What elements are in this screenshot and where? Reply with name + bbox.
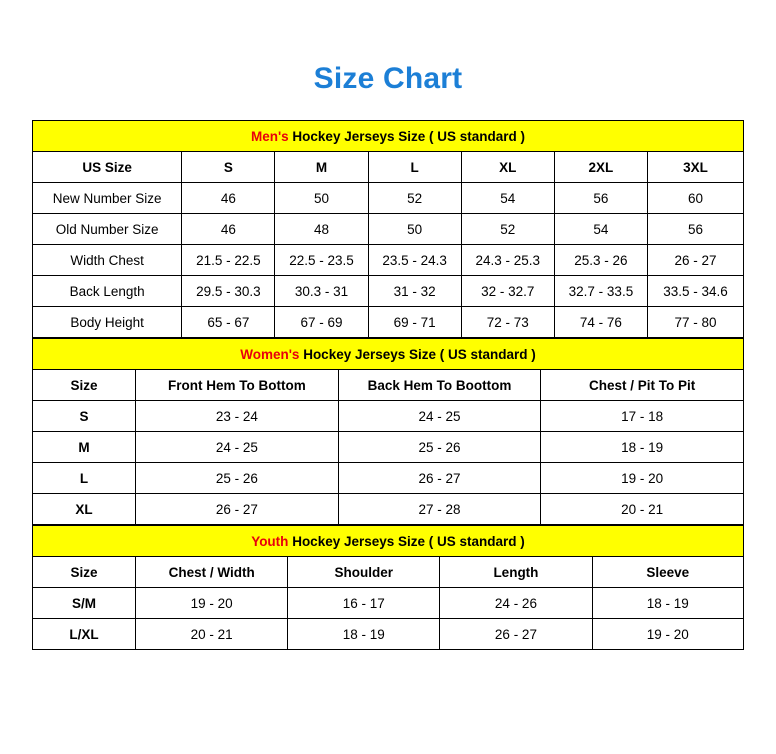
mens-row-3-cell-6: 33.5 - 34.6: [648, 276, 744, 307]
youth-row-0-cell-4: 18 - 19: [592, 588, 743, 619]
mens-row-0-cell-5: 56: [554, 183, 647, 214]
mens-row-3-cell-4: 32 - 32.7: [461, 276, 554, 307]
mens-header-cell-5: 2XL: [554, 152, 647, 183]
mens-row-1-label: Old Number Size: [33, 214, 182, 245]
table-row: [33, 401, 744, 432]
table-row: [33, 183, 744, 214]
mens-row-1-cell-5: 54: [554, 214, 647, 245]
mens-row-3-cell-5: 32.7 - 33.5: [554, 276, 647, 307]
youth-header-cell-0: Size: [33, 557, 136, 588]
youth-row-1-cell-2: 18 - 19: [288, 619, 440, 650]
mens-banner: [33, 121, 744, 152]
table-banner-row: [33, 339, 744, 370]
mens-header-cell-6: 3XL: [648, 152, 744, 183]
mens-row-0-cell-2: 50: [275, 183, 368, 214]
mens-row-2-cell-1: 21.5 - 22.5: [182, 245, 275, 276]
youth-banner-rest: Hockey Jerseys Size ( US standard ): [288, 533, 525, 549]
mens-header-cell-2: M: [275, 152, 368, 183]
womens-row-2-label: L: [33, 463, 136, 494]
youth-row-1-cell-3: 26 - 27: [440, 619, 592, 650]
womens-banner-accent: Women's: [240, 346, 300, 362]
mens-row-1-cell-1: 46: [182, 214, 275, 245]
mens-row-4-label: Body Height: [33, 307, 182, 338]
mens-header-cell-0: US Size: [33, 152, 182, 183]
page-title: Size Chart: [313, 62, 463, 95]
womens-row-0-cell-1: 23 - 24: [136, 401, 339, 432]
womens-banner-rest: Hockey Jerseys Size ( US standard ): [299, 346, 536, 362]
womens-row-2-cell-3: 19 - 20: [541, 463, 744, 494]
youth-row-1-cell-1: 20 - 21: [136, 619, 288, 650]
mens-row-3-label: Back Length: [33, 276, 182, 307]
mens-row-0-cell-4: 54: [461, 183, 554, 214]
mens-row-4-cell-3: 69 - 71: [368, 307, 461, 338]
womens-header-cell-3: Chest / Pit To Pit: [541, 370, 744, 401]
mens-row-0-cell-6: 60: [648, 183, 744, 214]
table-header-row: [33, 370, 744, 401]
table-row: [33, 432, 744, 463]
womens-header-cell-0: Size: [33, 370, 136, 401]
mens-row-3-cell-1: 29.5 - 30.3: [182, 276, 275, 307]
youth-banner: [33, 526, 744, 557]
size-chart-container: [32, 120, 744, 650]
mens-header-cell-4: XL: [461, 152, 554, 183]
mens-row-2-cell-5: 25.3 - 26: [554, 245, 647, 276]
youth-row-0-cell-3: 24 - 26: [440, 588, 592, 619]
womens-row-1-cell-3: 18 - 19: [541, 432, 744, 463]
mens-row-1-cell-6: 56: [648, 214, 744, 245]
table-row: [33, 619, 744, 650]
table-row: [33, 463, 744, 494]
womens-header-cell-1: Front Hem To Bottom: [136, 370, 339, 401]
mens-row-1-cell-3: 50: [368, 214, 461, 245]
mens-row-3-cell-2: 30.3 - 31: [275, 276, 368, 307]
youth-row-0-cell-2: 16 - 17: [288, 588, 440, 619]
mens-banner-accent: Men's: [250, 128, 289, 144]
table-banner-row: [33, 121, 744, 152]
table-row: [33, 245, 744, 276]
mens-header-cell-3: L: [368, 152, 461, 183]
table-row: [33, 214, 744, 245]
youth-row-1-cell-4: 19 - 20: [592, 619, 743, 650]
mens-row-4-cell-1: 65 - 67: [182, 307, 275, 338]
mens-row-1-cell-4: 52: [461, 214, 554, 245]
womens-row-3-label: XL: [33, 494, 136, 525]
mens-row-0-label: New Number Size: [33, 183, 182, 214]
mens-row-2-cell-4: 24.3 - 25.3: [461, 245, 554, 276]
youth-header-cell-1: Chest / Width: [136, 557, 288, 588]
mens-size-table: [32, 120, 744, 338]
youth-row-0-cell-1: 19 - 20: [136, 588, 288, 619]
size-chart-page: [0, 62, 776, 754]
table-row: [33, 588, 744, 619]
mens-row-4-cell-5: 74 - 76: [554, 307, 647, 338]
womens-size-table: [32, 338, 744, 525]
youth-banner-accent: Youth: [251, 533, 289, 549]
mens-row-2-cell-3: 23.5 - 24.3: [368, 245, 461, 276]
mens-row-4-cell-6: 77 - 80: [648, 307, 744, 338]
womens-row-3-cell-2: 27 - 28: [338, 494, 541, 525]
womens-row-0-cell-3: 17 - 18: [541, 401, 744, 432]
table-row: [33, 307, 744, 338]
womens-row-3-cell-1: 26 - 27: [136, 494, 339, 525]
womens-header-cell-2: Back Hem To Boottom: [338, 370, 541, 401]
mens-row-4-cell-2: 67 - 69: [275, 307, 368, 338]
mens-row-3-cell-3: 31 - 32: [368, 276, 461, 307]
table-row: [33, 494, 744, 525]
womens-row-3-cell-3: 20 - 21: [541, 494, 744, 525]
womens-row-2-cell-2: 26 - 27: [338, 463, 541, 494]
youth-header-cell-4: Sleeve: [592, 557, 743, 588]
table-row: [33, 276, 744, 307]
mens-header-cell-1: S: [182, 152, 275, 183]
youth-header-cell-3: Length: [440, 557, 592, 588]
table-header-row: [33, 557, 744, 588]
womens-banner: [33, 339, 744, 370]
youth-row-0-label: S/M: [33, 588, 136, 619]
womens-row-2-cell-1: 25 - 26: [136, 463, 339, 494]
table-banner-row: [33, 526, 744, 557]
mens-row-4-cell-4: 72 - 73: [461, 307, 554, 338]
womens-row-1-cell-1: 24 - 25: [136, 432, 339, 463]
mens-row-1-cell-2: 48: [275, 214, 368, 245]
mens-row-0-cell-3: 52: [368, 183, 461, 214]
womens-row-1-cell-2: 25 - 26: [338, 432, 541, 463]
youth-size-table: [32, 525, 744, 650]
table-header-row: [33, 152, 744, 183]
mens-row-2-cell-6: 26 - 27: [648, 245, 744, 276]
womens-row-1-label: M: [33, 432, 136, 463]
mens-row-0-cell-1: 46: [182, 183, 275, 214]
mens-row-2-cell-2: 22.5 - 23.5: [275, 245, 368, 276]
womens-row-0-cell-2: 24 - 25: [338, 401, 541, 432]
mens-banner-rest: Hockey Jerseys Size ( US standard ): [288, 128, 526, 144]
youth-row-1-label: L/XL: [33, 619, 136, 650]
mens-row-2-label: Width Chest: [33, 245, 182, 276]
womens-row-0-label: S: [33, 401, 136, 432]
youth-header-cell-2: Shoulder: [288, 557, 440, 588]
